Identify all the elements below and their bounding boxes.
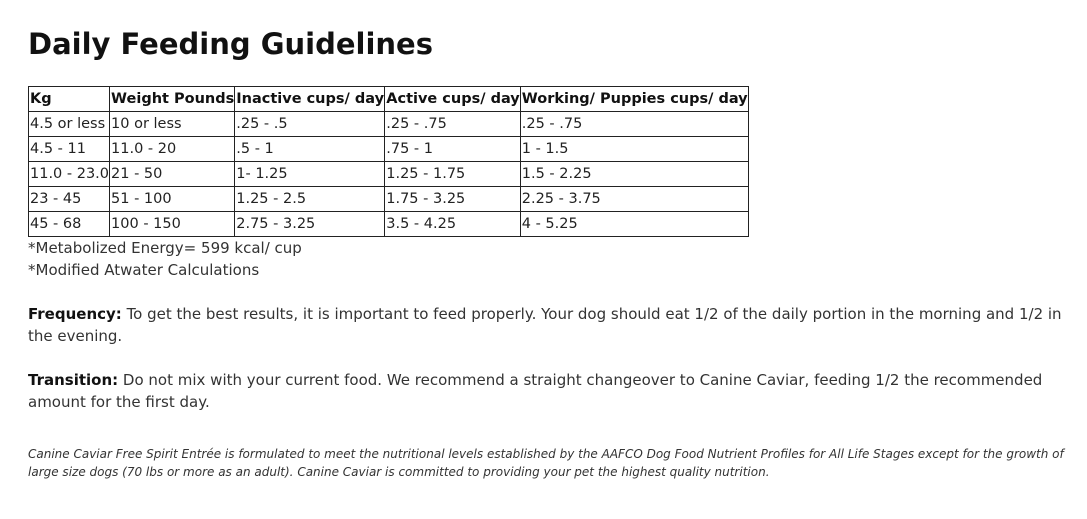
table-cell: 4.5 or less	[29, 112, 110, 137]
table-row	[29, 137, 749, 162]
table-cell: .5 - 1	[235, 137, 385, 162]
table-cell: .25 - .5	[235, 112, 385, 137]
table-cell: .75 - 1	[385, 137, 521, 162]
table-cell: 21 - 50	[110, 162, 235, 187]
table-cell: 4.5 - 11	[29, 137, 110, 162]
table-cell: 11.0 - 20	[110, 137, 235, 162]
table-cell: 23 - 45	[29, 187, 110, 212]
table-cell: 51 - 100	[110, 187, 235, 212]
feeding-table	[28, 86, 749, 237]
table-cell: 1- 1.25	[235, 162, 385, 187]
table-header-row	[29, 87, 749, 112]
transition-label: Transition:	[28, 371, 119, 389]
table-row	[29, 212, 749, 237]
energy-note: *Metabolized Energy= 599 kcal/ cup	[28, 239, 302, 257]
header-working-puppies: Working/ Puppies cups/ day	[520, 87, 748, 112]
table-row	[29, 162, 749, 187]
table-cell: 100 - 150	[110, 212, 235, 237]
table-cell: 11.0 - 23.0	[29, 162, 110, 187]
header-weight-pounds: Weight Pounds	[110, 87, 235, 112]
table-notes	[28, 237, 1073, 281]
page-title: Daily Feeding Guidelines	[28, 27, 433, 61]
disclaimer: Canine Caviar Free Spirit Entrée is formulated to meet the nutritional levels established by the AAFCO Dog Food Nutrient Profiles for All Life Stages except for the growth of large size dogs (70 lbs or more as an adult). Canine Caviar is committed to providing your pet the highest quality nutrition.	[28, 447, 1064, 479]
header-kg: Kg	[29, 87, 110, 112]
table-cell: 1.25 - 1.75	[385, 162, 521, 187]
table-row	[29, 112, 749, 137]
table-cell: .25 - .75	[520, 112, 748, 137]
table-cell: 2.75 - 3.25	[235, 212, 385, 237]
transition-text: Do not mix with your current food. We recommend a straight changeover to Canine Caviar, feeding 1/2 the recommended amount for the first day.	[28, 371, 1043, 411]
table-cell: 1.5 - 2.25	[520, 162, 748, 187]
table-cell: 1 - 1.5	[520, 137, 748, 162]
table-cell: 45 - 68	[29, 212, 110, 237]
table-cell: 4 - 5.25	[520, 212, 748, 237]
frequency-label: Frequency:	[28, 305, 122, 323]
table-cell: 1.75 - 3.25	[385, 187, 521, 212]
transition-paragraph	[28, 369, 1073, 413]
table-cell: 2.25 - 3.75	[520, 187, 748, 212]
header-inactive: Inactive cups/ day	[235, 87, 385, 112]
table-cell: 10 or less	[110, 112, 235, 137]
table-cell: .25 - .75	[385, 112, 521, 137]
table-cell: 1.25 - 2.5	[235, 187, 385, 212]
frequency-text: To get the best results, it is important to feed properly. Your dog should eat 1/2 of the daily portion in the morning and 1/2 in the evening.	[28, 305, 1062, 345]
frequency-paragraph	[28, 303, 1073, 347]
table-row	[29, 187, 749, 212]
content	[28, 22, 1073, 481]
table-cell: 3.5 - 4.25	[385, 212, 521, 237]
atwater-note: *Modified Atwater Calculations	[28, 261, 260, 279]
header-active: Active cups/ day	[385, 87, 521, 112]
